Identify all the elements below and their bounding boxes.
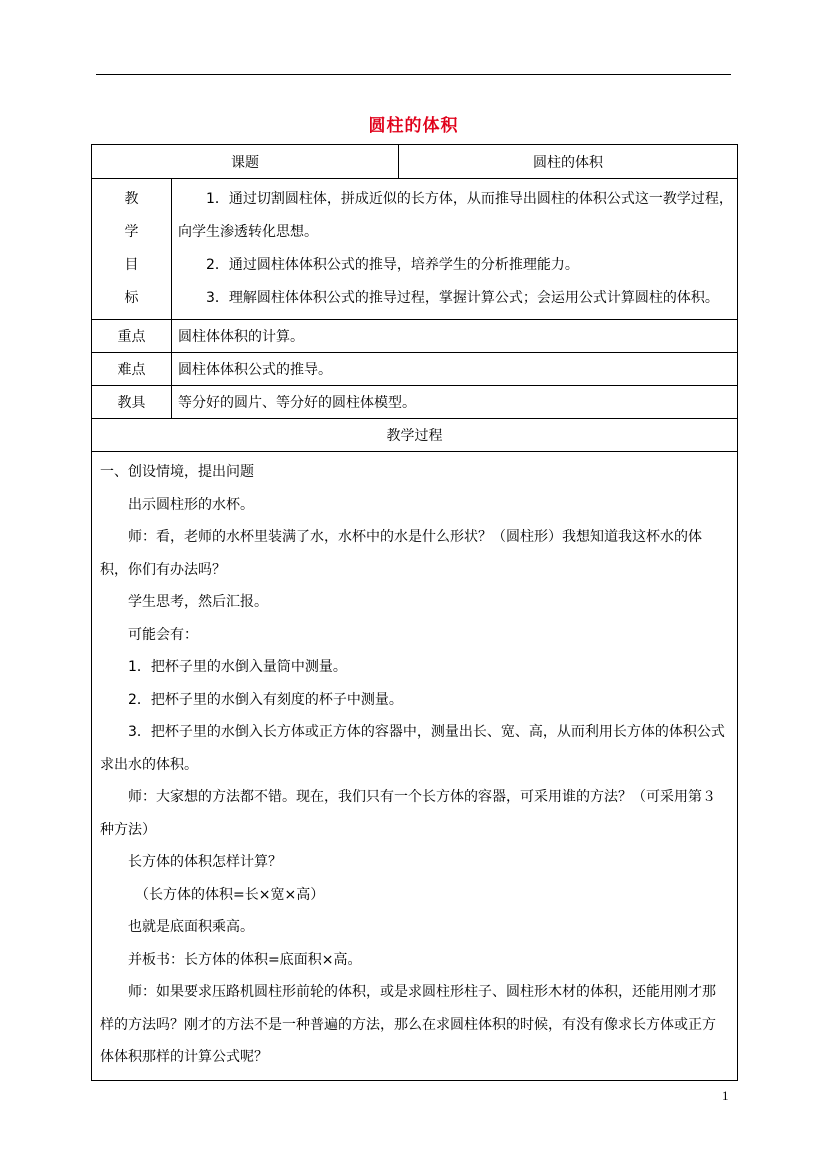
process-paragraph: 学生思考，然后汇报。: [128, 594, 268, 610]
tools-label: 教具: [92, 386, 172, 419]
key-point-value: 圆柱体体积的计算。: [172, 320, 738, 353]
objective-item: 3．理解圆柱体体积公式的推导过程，掌握计算公式；会运用公式计算圆柱的体积。: [206, 290, 719, 306]
objective-item: 1．通过切割圆柱体，拼成近似的长方体，从而推导出圆柱的体积公式这一教学过程，向学生渗透转化思想。: [178, 191, 733, 240]
difficulty-label: 难点: [92, 353, 172, 386]
topic-value: 圆柱的体积: [399, 145, 738, 179]
objectives-label-char: 目: [124, 257, 139, 273]
objectives-label-char: 学: [124, 224, 139, 240]
tools-row: [92, 386, 738, 419]
process-body-row: [92, 452, 738, 1081]
process-paragraph: 出示圆柱形的水杯。: [128, 496, 254, 513]
process-paragraph: 2．把杯子里的水倒入有刻度的杯子中测量。: [128, 691, 403, 708]
objectives-label: [92, 179, 172, 320]
difficulty-value: 圆柱体体积公式的推导。: [172, 353, 738, 386]
process-paragraph: 也就是底面积乘高。: [128, 919, 254, 935]
topic-label: 课题: [92, 145, 399, 179]
objectives-label-char: 标: [124, 290, 139, 306]
objectives-text: [172, 179, 738, 320]
objectives-label-char: 教: [124, 191, 139, 207]
document-title: 圆柱的体积: [368, 116, 459, 136]
process-title: 教学过程: [92, 419, 738, 452]
process-body: [92, 452, 738, 1081]
process-paragraph: 师：看，老师的水杯里装满了水，水杯中的水是什么形状？（圆柱形）我想知道我这杯水的体积，你们有办法吗？: [100, 529, 702, 578]
process-title-row: [92, 419, 738, 452]
process-paragraph: 师：如果要求压路机圆柱形前轮的体积，或是求圆柱形柱子、圆柱形木材的体积，还能用刚才那样的方法吗？刚才的方法不是一种普遍的方法，那么在求圆柱体积的时候，有没有像求长方体或正方体体积那样的计算公式呢？: [100, 984, 716, 1065]
process-paragraph: 1．把杯子里的水倒入量筒中测量。: [128, 659, 347, 675]
process-paragraph: 长方体的体积怎样计算？: [128, 854, 282, 870]
process-paragraph: （长方体的体积=长×宽×高）: [135, 886, 325, 903]
process-paragraph: 并板书：长方体的体积=底面积×高。: [128, 951, 362, 968]
header-rule: [96, 74, 731, 75]
process-paragraph: 可能会有：: [128, 626, 198, 643]
process-paragraph: 3．把杯子里的水倒入长方体或正方体的容器中，测量出长、宽、高，从而利用长方体的体积公式求出水的体积。: [100, 724, 725, 773]
key-point-label: 重点: [92, 320, 172, 353]
process-paragraph: 师：大家想的方法都不错。现在，我们只有一个长方体的容器，可采用谁的方法？（可采用第３种方法）: [100, 789, 716, 838]
page-number: 1: [722, 1088, 729, 1103]
lesson-plan-table: [91, 144, 738, 1081]
section-heading: 一、创设情境，提出问题: [100, 464, 254, 480]
key-point-row: [92, 320, 738, 353]
difficulty-row: [92, 353, 738, 386]
objective-item: 2．通过圆柱体体积公式的推导，培养学生的分析推理能力。: [206, 257, 579, 273]
topic-row: [92, 145, 738, 179]
objectives-row: [92, 179, 738, 320]
tools-value: 等分好的圆片、等分好的圆柱体模型。: [172, 386, 738, 419]
